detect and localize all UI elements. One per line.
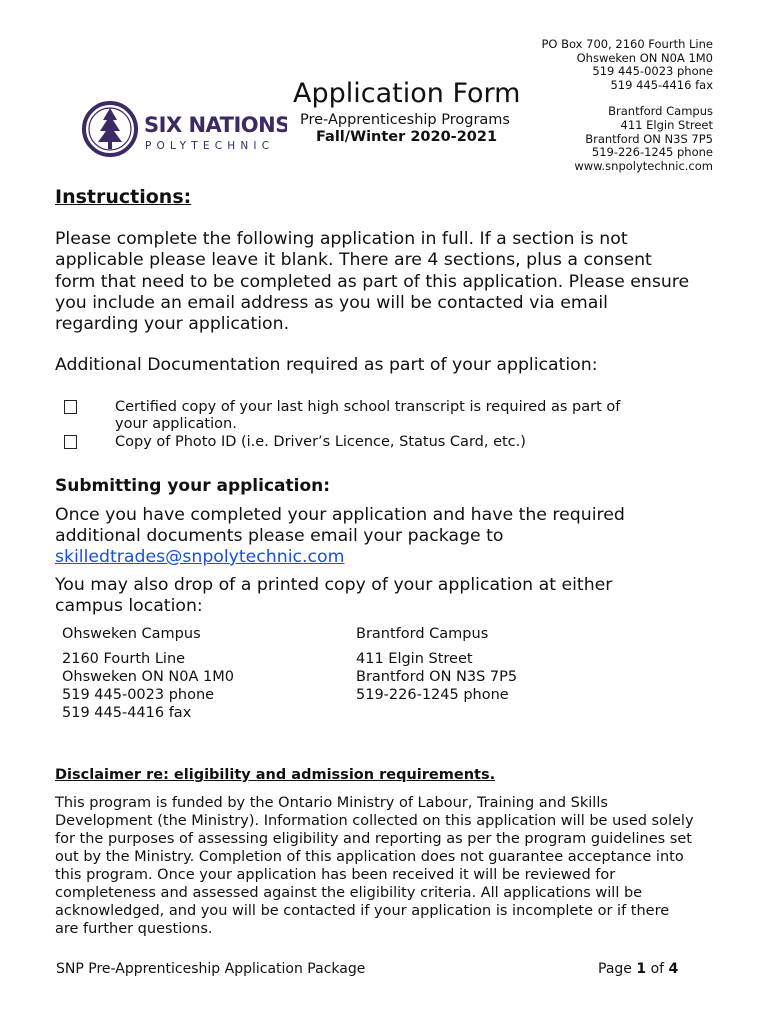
submitting-text: [55, 505, 675, 568]
address-line: Ohsweken ON N0A 1M0: [576, 50, 713, 65]
submitting-instructions: Once you have completed your application and have the required additional documents please email your package to: [55, 505, 625, 546]
campus-city: Ohsweken ON N0A 1M0: [62, 669, 234, 685]
photo-id-checkbox[interactable]: [64, 435, 77, 449]
submission-email-link[interactable]: skilledtrades@snpolytechnic.com: [55, 547, 345, 567]
program-name: Pre-Apprenticeship Programs: [300, 112, 510, 128]
brantford-campus-address: [356, 625, 517, 704]
campus-city: Brantford ON N3S 7P5: [356, 669, 518, 685]
logo-emblem-icon: [82, 98, 287, 160]
page-of: of: [650, 961, 665, 977]
logo-wordmark: SIX NATIONS: [144, 113, 287, 137]
documentation-item-label: Copy of Photo ID (i.e. Driver’s Licence, Status Card, etc.): [115, 434, 526, 450]
address-line: PO Box 700, 2160 Fourth Line: [541, 37, 713, 51]
logo-subtitle: POLYTECHNIC: [145, 140, 275, 152]
instructions-heading: Instructions:: [55, 186, 192, 208]
documentation-item: [64, 399, 644, 433]
address-phone: 519 445-0023 phone: [592, 64, 713, 79]
dropoff-text: You may also drop of a printed copy of your application at either campus location:: [55, 575, 613, 616]
campus-phone: 519-226-1245 phone: [356, 687, 509, 703]
page-label: Page: [598, 961, 632, 977]
disclaimer-text: This program is funded by the Ontario Ministry of Labour, Training and Skills Development (the Ministry). Information collected on this application will be used solely for the purposes of assessing eligibility and reporting as per the program guidelines set out by the Ministry. Completion of this application does not guarantee acceptance into this program. Once your application has been received it will be reviewed for completeness and assessed against the eligibility criteria. All applications will be acknowledged, and you will be contacted if your application is incomplete or if there are further questions.: [55, 795, 694, 937]
address-line: Brantford ON N3S 7P5: [585, 131, 713, 146]
transcript-checkbox[interactable]: [64, 400, 77, 414]
address-fax: 519 445-4416 fax: [610, 77, 713, 92]
campus-fax: 519 445-4416 fax: [62, 705, 192, 721]
six-nations-polytechnic-logo: [82, 98, 287, 160]
documentation-heading: Additional Documentation required as part of your application:: [55, 355, 598, 375]
address-line: Brantford Campus: [608, 104, 713, 119]
instructions-text: Please complete the following application in full. If a section is not applicable please leave it blank. There are 4 sections, plus a consent form that need to be completed as part of this application. Please ensure you include an email address as you will be contacted via email regarding your application.: [55, 229, 690, 335]
ohsweken-campus-address: [62, 625, 234, 722]
form-title: Application Form: [293, 78, 521, 109]
program-term: Fall/Winter 2020-2021: [316, 129, 498, 145]
campus-phone: 519 445-0023 phone: [62, 687, 215, 703]
documentation-item-label: Certified copy of your last high school transcript is required as part of your application.: [115, 399, 621, 432]
website-link[interactable]: www.snpolytechnic.com: [574, 158, 713, 173]
campus-name: Brantford Campus: [356, 626, 489, 642]
campus-name: Ohsweken Campus: [62, 626, 201, 642]
page-total: 4: [668, 961, 679, 977]
documentation-item: [64, 434, 644, 452]
address-line: 411 Elgin Street: [620, 117, 713, 132]
disclaimer-heading: Disclaimer re: eligibility and admission requirements.: [55, 767, 496, 783]
footer-page-number: [598, 961, 678, 977]
campus-street: 2160 Fourth Line: [62, 651, 186, 667]
footer-package-name: SNP Pre-Apprenticeship Application Package: [56, 961, 366, 977]
campus-street: 411 Elgin Street: [356, 651, 473, 667]
page-current: 1: [636, 961, 647, 977]
submitting-heading: Submitting your application:: [55, 476, 331, 496]
address-phone: 519-226-1245 phone: [591, 145, 713, 160]
contact-address-block: [533, 38, 713, 173]
